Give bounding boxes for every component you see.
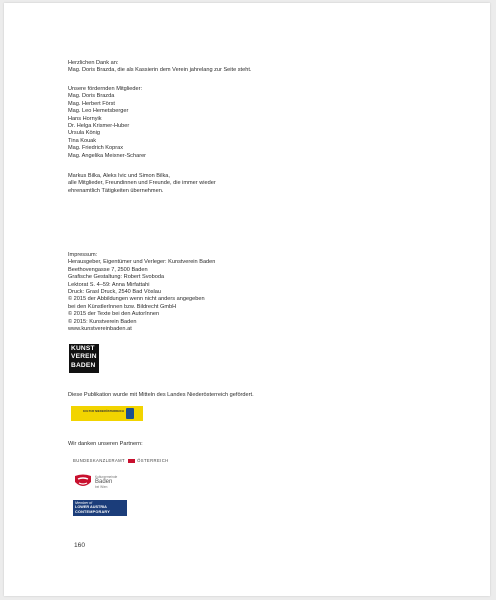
bundeskanzleramt-logo [73, 458, 169, 463]
imprint-line: Herausgeber, Eigentümer und Verleger: Kunstverein Baden [68, 259, 216, 266]
partners-heading: Wir danken unseren Partnern: [68, 441, 143, 447]
imprint-line: Beethovengasse 7, 2500 Baden [68, 266, 148, 273]
helpers-line: Markus Bilka, Aleks Ivic und Simon Bilka, [68, 173, 170, 179]
kultur-niederoesterreich-logo [71, 406, 143, 421]
imprint-section [68, 252, 428, 333]
page-number: 160 [74, 542, 86, 549]
thanks-text: Mag. Doris Brazda, die als Kassierin dem Verein jahrelang zur Seite steht. [68, 67, 252, 74]
bka-text-right: ÖSTERREICH [137, 458, 169, 463]
member-name: Mag. Doris Brazda [68, 93, 115, 100]
lac-member-text: Member of [75, 501, 93, 505]
helpers-section [68, 173, 428, 195]
members-section [68, 86, 428, 160]
kunstverein-baden-logo [69, 344, 99, 373]
funding-text: Diese Publikation wurde mit Mitteln des Landes Niederösterreich gefördert. [68, 392, 254, 398]
lac-line: LOWER AUSTRIA [75, 505, 107, 509]
kulturgemeinde-baden-logo [73, 473, 133, 493]
imprint-line: Grafische Gestaltung: Robert Svoboda [68, 274, 165, 281]
helpers-line: ehrenamtlich Tätigkeiten übernehmen. [68, 187, 164, 194]
noe-logo-text: KULTUR NIEDERÖSTERREICH [83, 409, 124, 413]
baden-city-name: Baden [95, 479, 113, 485]
baden-small-line: Kulturgemeinde [95, 475, 118, 479]
partners-section [68, 441, 428, 448]
members-heading: Unsere fördernden Mitglieder: [68, 86, 142, 92]
thanks-section [68, 60, 428, 75]
baden-logo-text [95, 475, 117, 489]
lac-line: CONTEMPORARY [75, 509, 110, 514]
imprint-line: © 2015 der Abbildungen wenn nicht anders angegeben [68, 296, 205, 303]
bka-text-left: BUNDESKANZLERAMT [73, 458, 125, 463]
imprint-line: © 2015 der Texte bei den AutorInnen [68, 311, 160, 318]
austria-flag-icon [128, 459, 135, 463]
member-name: Mag. Friedrich Koprax [68, 145, 124, 152]
baden-small-line: bei Wien [95, 485, 108, 489]
member-name: Mag. Angelika Meixner-Scharer [68, 152, 147, 159]
logo-line: KUNST [71, 345, 95, 352]
website-link[interactable]: www.kunstvereinbaden.at [68, 326, 132, 333]
imprint-line: © 2015: Kunstverein Baden [68, 318, 137, 325]
helpers-line: alle Mitglieder, Freundinnen und Freunde, die immer wieder [68, 180, 216, 187]
noe-emblem-icon [126, 408, 134, 419]
imprint-line: bei den KünstlerInnen bzw. Bildrecht GmbH [68, 303, 177, 310]
member-name: Mag. Herbert Först [68, 100, 115, 107]
imprint-line: Druck: Grasl Druck, 2540 Bad Vöslau [68, 289, 161, 296]
member-name: Mag. Leo Hemetsberger [68, 108, 129, 115]
imprint-line: Lektorat S. 4–59: Anna Mirfattahi [68, 281, 150, 288]
funding-section [68, 392, 428, 399]
member-name: Ursula König [68, 130, 101, 137]
member-name: Tina Kouak [68, 137, 97, 144]
imprint-heading: Impressum: [68, 252, 98, 258]
document-page [4, 3, 490, 596]
logo-line: VEREIN [71, 353, 97, 361]
logo-line: BADEN [71, 361, 96, 369]
baden-emblem-icon [73, 473, 93, 491]
thanks-heading: Herzlichen Dank an: [68, 60, 119, 66]
member-name: Dr. Helga Krismer-Huber [68, 123, 130, 130]
member-name: Hans Hornyik [68, 115, 102, 122]
lower-austria-contemporary-logo [73, 500, 127, 516]
